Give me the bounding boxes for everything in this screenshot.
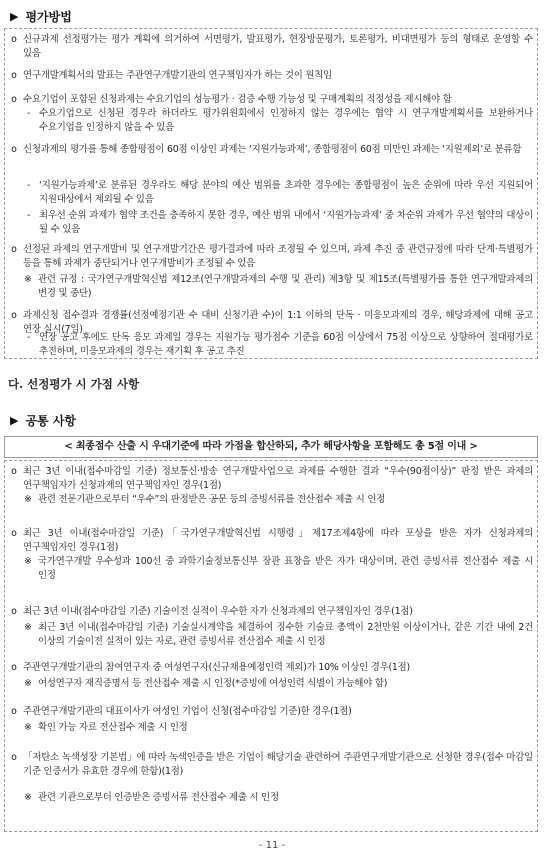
sub-item-text: 연장 공고 후에도 단독 응모 과제일 경우는 지원가능 평가점수 기준을 60점 이상에서 75점 이상으로 상향하여 절대평가로 추진하며, 미응모과제의 경우는 재기획 후 공고 추진 xyxy=(39,332,533,357)
note-item xyxy=(5,621,537,649)
note-item xyxy=(5,677,537,691)
list-item xyxy=(5,661,537,675)
list-item xyxy=(5,33,537,61)
list-item xyxy=(5,705,537,719)
section-title-text: 평가방법 xyxy=(25,10,72,24)
bullet: o xyxy=(11,606,18,617)
note-item xyxy=(5,791,537,805)
reference-mark: ※ xyxy=(24,494,32,505)
note-text: 확인 가능 자료 전산접수 제출 시 인정 xyxy=(38,722,188,733)
bullet: o xyxy=(11,662,18,673)
bullet: o xyxy=(11,706,18,717)
item-text: 선정된 과제의 연구개발비 및 연구개발기간은 평가결과에 따라 조정될 수 있으며, 과제 추진 중 관련규정에 따라 단계·특별평가 등을 통해 과제가 중단되거나 연구개발비가 조정될 수 있음 xyxy=(23,244,533,269)
bonus-items-box xyxy=(4,460,538,832)
item-text: 과제신청 접수결과 경쟁률(선정예정기관 수 대비 신청기관 수)이 1:1 이하의 단독 · 미응모과제의 경우, 해당과제에 대해 공고 연장 실시(7일) xyxy=(23,310,533,335)
list-item xyxy=(5,527,537,555)
bullet: o xyxy=(11,528,18,539)
item-text: 수요기업이 포함된 신청과제는 수요기업의 성능평가 · 검증 수행 가능성 및 구매계획의 적정성을 제시해야 함 xyxy=(23,94,452,105)
dash-marker: - xyxy=(27,180,31,191)
item-text: 최근 3년 이내(접수마감일 기준) 정보통신·방송 연구개발사업으로 과제를 수행한 결과 “우수(90점이상)” 판정 받은 과제의 연구책임자가 신청과제의 연구책임자인 경우(1점) xyxy=(23,466,533,491)
subsection-heading: 다. 선정평가 시 가점 사항 xyxy=(8,377,140,391)
bullet: o xyxy=(11,466,18,477)
bullet: o xyxy=(11,94,18,105)
note-item xyxy=(5,273,537,301)
list-item xyxy=(5,751,537,779)
reference-mark: ※ xyxy=(24,792,32,803)
list-item xyxy=(5,69,537,83)
item-text: 연구개발계획서의 발표는 주관연구개발기관의 연구책임자가 하는 것이 원칙임 xyxy=(23,70,332,81)
item-text: 최근 3년 이내(접수마감일 기준) 기술이전 실적이 우수한 자가 신청과제의 연구책임자인 경우(1점) xyxy=(23,606,413,617)
evaluation-method-box xyxy=(4,28,538,359)
note-text: 관련 기관으로부터 인증받은 증빙서류 전산접수 제출 시 인정 xyxy=(38,792,279,803)
item-text: 신규과제 선정평가는 평가 계획에 의거하여 서면평가, 발표평가, 현장방문평가, 토론평가, 비대면평가 등의 형태로 운영할 수 있음 xyxy=(23,34,533,59)
reference-mark: ※ xyxy=(24,722,32,733)
sub-item xyxy=(5,209,537,237)
list-item xyxy=(5,465,537,493)
bullet: o xyxy=(11,244,18,255)
list-item xyxy=(5,143,537,157)
bonus-criteria-banner: < 최종점수 산출 시 우대기준에 따라 가점을 합산하되, 추가 해당사항을 포함해도 총 5점 이내 > xyxy=(4,436,538,458)
item-text: 주관연구개발기관의 대표이사가 여성인 기업이 신청(접수마감일 기준)한 경우(1점) xyxy=(23,706,352,717)
note-text: 관련 규정 : 국가연구개발혁신법 제12조(연구개발과제의 수행 및 관리) 제3항 및 제15조(특별평가를 통한 연구개발과제의 변경 및 중단) xyxy=(38,274,533,299)
note-item xyxy=(5,493,537,507)
bullet: o xyxy=(11,144,18,155)
bullet: o xyxy=(11,752,18,763)
note-text: 여성연구자 재직증명서 등 전산접수 제출 시 인정(*증빙에 여성인력 식별이 가능해야 함) xyxy=(38,678,388,689)
section-title-common xyxy=(10,412,76,429)
sub-item-text: 수요기업으로 신청된 경우라 하더라도 평가위원회에서 인정하지 않는 경우에는 협약 시 연구개발계획서를 보완하거나 수요기업을 인정하지 않을 수 있음 xyxy=(39,108,533,133)
dash-marker: - xyxy=(27,108,31,119)
note-item xyxy=(5,721,537,735)
item-text: 신청과제의 평가를 통해 종합평점이 60점 이상인 과제는 ‘지원가능과제’, 종합평점이 60점 미만인 과제는 ‘지원제외’로 분류함 xyxy=(23,144,522,155)
sub-item xyxy=(5,107,537,135)
note-text: 관련 전문기관으로부터 “우수”의 판정받은 공문 등의 증빙서류를 전산접수 제출 시 인정 xyxy=(38,494,386,505)
item-text: 최근 3년 이내(접수마감일 기준)「국가연구개발혁신법 시행령」제17조제4항에 따라 포상을 받은 자가 신청과제의 연구책임자인 경우(1점) xyxy=(23,528,533,553)
section-title-text: 공통 사항 xyxy=(25,414,77,428)
bullet: o xyxy=(11,34,18,45)
dash-marker: - xyxy=(27,210,31,221)
note-item xyxy=(5,555,537,583)
dash-marker: - xyxy=(27,332,31,343)
section-title-evaluation-method xyxy=(10,8,72,25)
sub-item-text: 최우선 순위 과제가 협약 조건을 충족하지 못한 경우, 예산 범위 내에서 ‘지원가능과제’ 중 차순위 과제가 우선 협약의 대상이 될 수 있음 xyxy=(39,210,533,235)
item-text: 「저탄소 녹색성장 기본법」에 따라 녹색인증을 받은 기업이 해당기술 관련하여 주관연구개발기관으로 신청한 경우(접수 마감일 기준 인증서가 유효한 경우에 한함)(1점) xyxy=(23,752,533,777)
item-text: 주관연구개발기관의 참여연구자 중 여성연구자(신규채용예정인력 제외)가 10% 이상인 경우(1점) xyxy=(23,662,410,673)
triangle-right-icon: ▶ xyxy=(10,414,19,427)
list-item xyxy=(5,243,537,271)
sub-item xyxy=(5,179,537,207)
bullet: o xyxy=(11,310,18,321)
note-text: 국가연구개발 우수성과 100선 중 과학기술정보통신부 장관 표창을 받은 자가 대상이며, 관련 증빙서류 전산접수 제출 시 인정 xyxy=(38,556,533,581)
triangle-right-icon: ▶ xyxy=(10,10,19,23)
note-text: 최근 3년 이내(접수마감일 기준) 기술실시계약을 체결하여 징수한 기술료 총액이 2천만원 이상이거나, 같은 기간 내에 2건 이상의 기술이전 실적이 있는 자로, 관련 증빙서류 전산접수 제출 시 인정 xyxy=(38,622,533,647)
reference-mark: ※ xyxy=(24,274,32,285)
list-item xyxy=(5,605,537,619)
list-item xyxy=(5,93,537,107)
reference-mark: ※ xyxy=(24,678,32,689)
reference-mark: ※ xyxy=(24,556,32,567)
bullet: o xyxy=(11,70,18,81)
page-number: - 11 - xyxy=(258,840,286,851)
sub-item-text: ‘지원가능과제’로 분류된 경우라도 해당 분야의 예산 범위를 초과한 경우에는 종합평점이 높은 순위에 따라 우선 지원되어 지원대상에서 제외될 수 있음 xyxy=(39,180,533,205)
sub-item xyxy=(5,331,537,359)
reference-mark: ※ xyxy=(24,622,32,633)
